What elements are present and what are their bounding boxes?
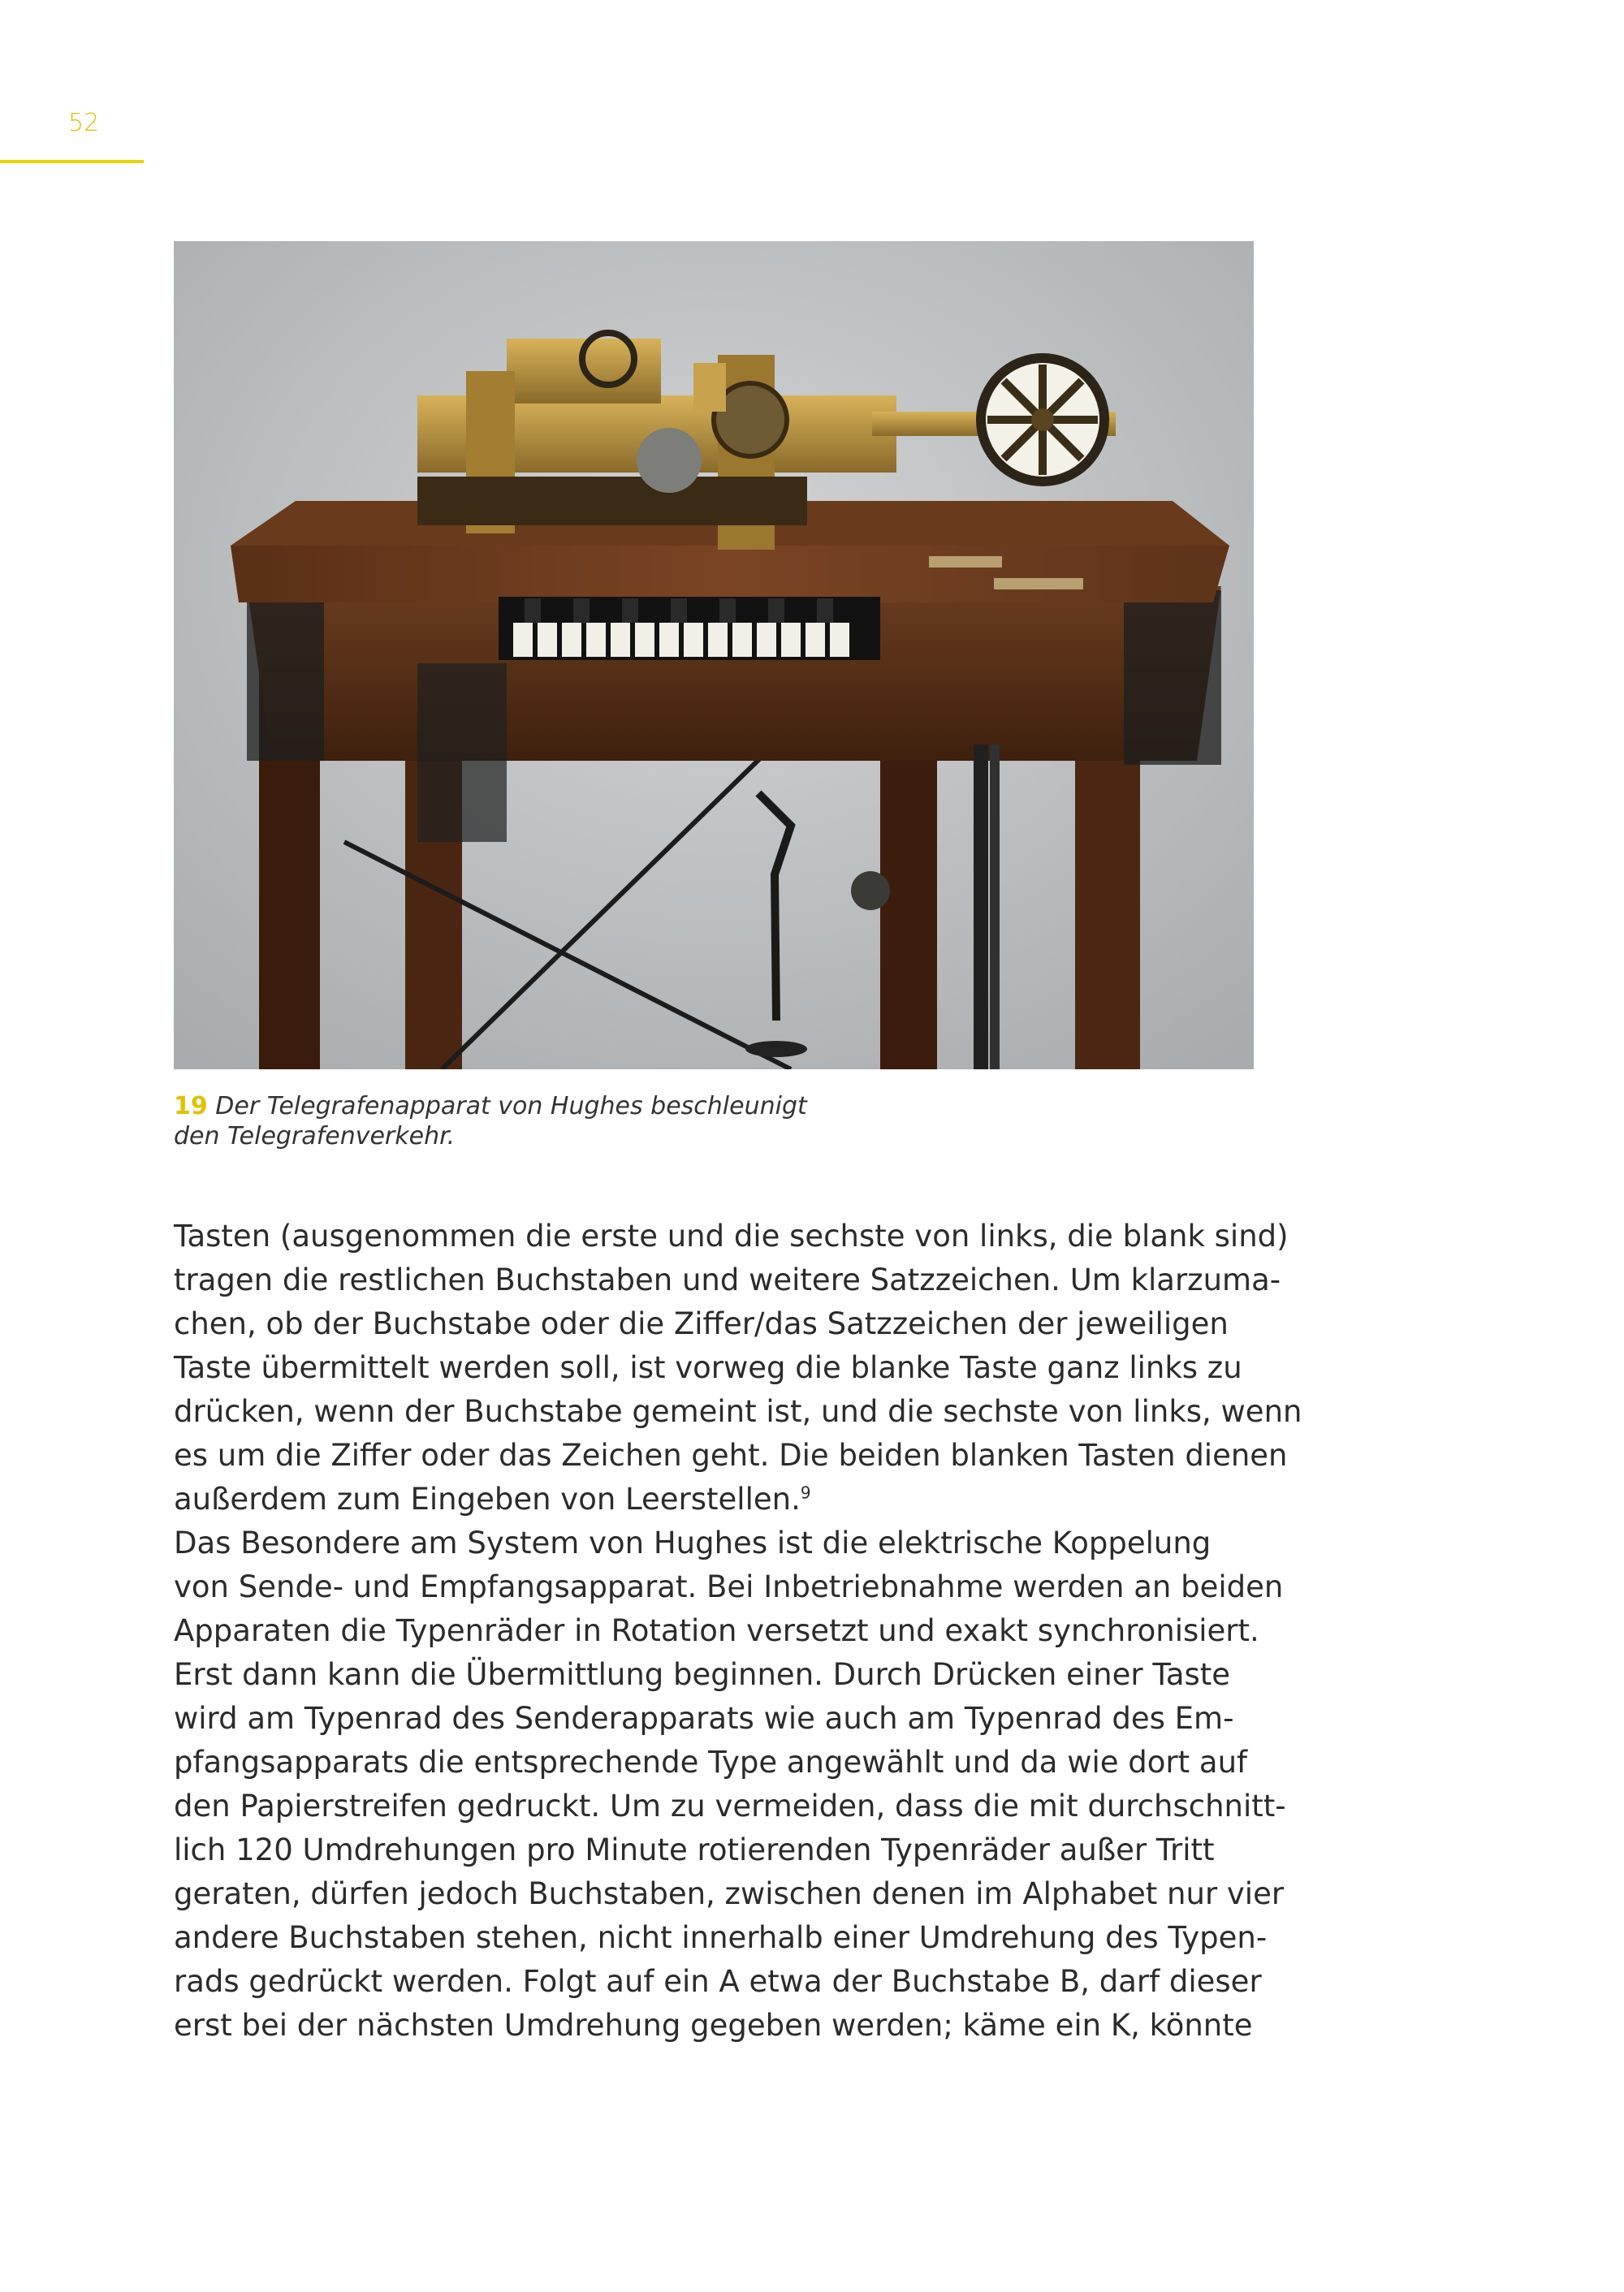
figure-number: 19 — [174, 1092, 208, 1120]
body-line: tragen die restlichen Buchstaben und weitere Satzzeichen. Um klarzuma- — [174, 1263, 1281, 1297]
body-line: chen, ob der Buchstabe oder die Ziffer/das Satzzeichen der jeweiligen — [174, 1306, 1229, 1341]
footnote-reference[interactable]: 9 — [800, 1483, 811, 1503]
caption-line-1: Der Telegrafenapparat von Hughes beschleunigt — [215, 1092, 807, 1120]
figure-caption — [174, 1091, 905, 1151]
figure-photo-hughes-telegraph — [174, 241, 1254, 1069]
body-line: den Papierstreifen gedruckt. Um zu vermeiden, dass die mit durchschnitt- — [174, 1789, 1286, 1824]
body-line: erst bei der nächsten Umdrehung gegeben werden; käme ein K, könnte — [174, 2008, 1253, 2043]
page-header-rule — [0, 160, 144, 163]
body-line: Apparaten die Typenräder in Rotation versetzt und exakt synchronisiert. — [174, 1613, 1259, 1648]
page-number: 52 — [68, 109, 100, 137]
body-line-text: außerdem zum Eingeben von Leerstellen. — [174, 1482, 801, 1517]
body-line: Tasten (ausgenommen die erste und die sechste von links, die blank sind) — [174, 1219, 1289, 1254]
body-line: wird am Typenrad des Senderapparats wie auch am Typenrad des Em- — [174, 1701, 1234, 1736]
body-line: geraten, dürfen jedoch Buchstaben, zwischen denen im Alphabet nur vier — [174, 1876, 1285, 1911]
body-text — [174, 1215, 1302, 2048]
body-line: drücken, wenn der Buchstabe gemeint ist, und die sechste von links, wenn — [174, 1394, 1302, 1429]
body-line: andere Buchstaben stehen, nicht innerhalb einer Umdrehung des Typen- — [174, 1920, 1268, 1955]
body-line: pfangsapparats die entsprechende Type angewählt und da wie dort auf — [174, 1745, 1248, 1780]
body-line: rads gedrückt werden. Folgt auf ein A etwa der Buchstabe B, darf dieser — [174, 1964, 1262, 1999]
body-line — [174, 1478, 1262, 1522]
body-line: von Sende- und Empfangsapparat. Bei Inbetriebnahme werden an beiden — [174, 1569, 1284, 1604]
caption-line-2: den Telegrafenverkehr. — [174, 1122, 456, 1150]
body-line: Das Besondere am System von Hughes ist die elektrische Koppelung — [174, 1526, 1212, 1560]
body-line: Erst dann kann die Übermittlung beginnen. Durch Drücken einer Taste — [174, 1657, 1231, 1692]
body-line: lich 120 Umdrehungen pro Minute rotierenden Typenräder außer Tritt — [174, 1832, 1215, 1867]
body-line: es um die Ziffer oder das Zeichen geht. Die beiden blanken Tasten dienen — [174, 1438, 1288, 1473]
body-line: Taste übermittelt werden soll, ist vorweg die blanke Taste ganz links zu — [174, 1350, 1242, 1385]
